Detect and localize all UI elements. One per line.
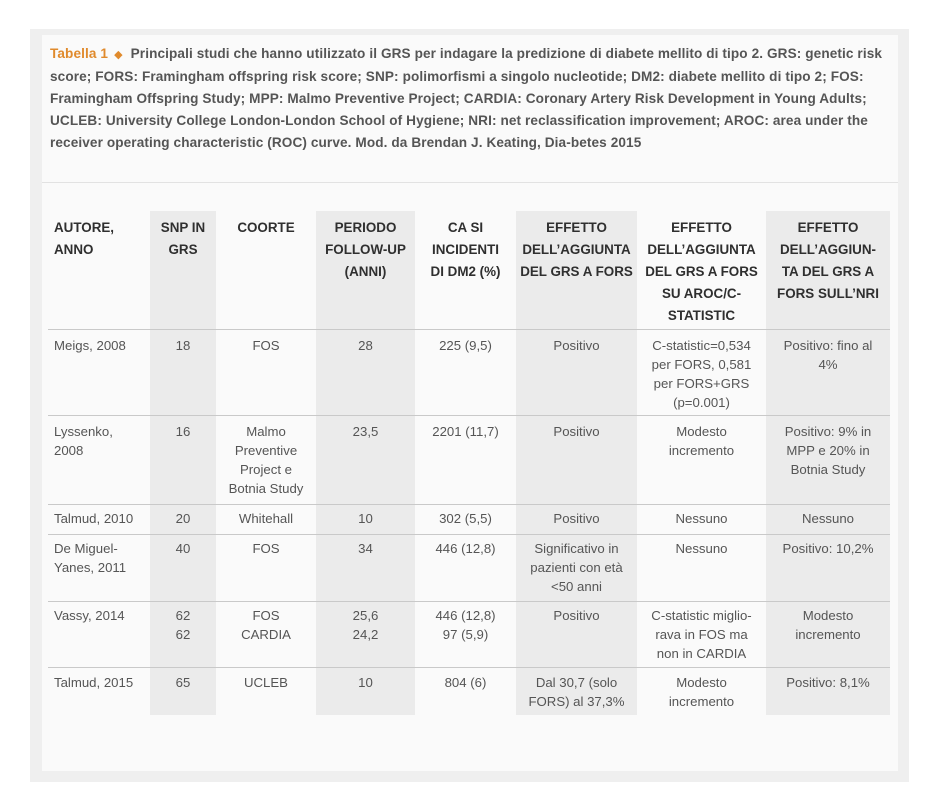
cell-effect-aroc: Modesto incremento [668, 675, 735, 709]
header-snp: SNP IN GRS [160, 220, 206, 257]
cell-effect-aroc: C-statistic miglio- rava in FOS ma non in CARDIA [651, 608, 752, 661]
cell-author: Talmud, 2010 [54, 511, 134, 526]
cell-effect-nri: Positivo: fino al 4% [783, 338, 873, 372]
row-divider [48, 504, 890, 505]
cell-effect-aroc: C-statistic=0,534 per FORS, 0,581 per FORS+GRS (p=0.001) [651, 338, 752, 410]
cell-effect-fors: Positivo [553, 424, 600, 439]
cell-cases: 2201 (11,7) [432, 424, 499, 439]
cell-followup: 23,5 [352, 424, 379, 439]
column-shade-effect [516, 211, 637, 715]
cell-effect-fors: Significativo in pazienti con età <50 anni [530, 541, 623, 594]
header-effect-nri: EFFETTO DELL’AGGIUN- TA DEL GRS A FORS SULL’NRI [777, 220, 879, 301]
header-cases: CA SI INCIDENTI DI DM2 (%) [430, 220, 501, 279]
cell-cases: 446 (12,8) 97 (5,9) [435, 608, 496, 642]
header-cohort: COORTE [237, 220, 295, 235]
cell-followup: 28 [358, 338, 373, 353]
cell-effect-fors: Positivo [553, 338, 600, 353]
cell-cohort: FOS [252, 338, 280, 353]
cell-effect-nri: Positivo: 10,2% [782, 541, 874, 556]
cell-snp: 62 62 [175, 608, 191, 642]
caption-text: Principali studi che hanno utilizzato il GRS per indagare la predizione di diabete mellito di tipo 2. GRS: genetic risk score; FORS: Framingham offspring risk score; SNP: polimorfismi a singolo nucleotide; DM2: diabete mellito di tipo 2; FOS: Framingham Offspring Study; MPP: Malmo Preventive Project; CARDIA: Coronary Artery Risk Development in Young Adults; UCLEB: University College London-London School of Hygiene; NRI: net reclassification improvement; AROC: area under the receiver operating characteristic (ROC) curve. Mod. da Brendan J. Keating, Dia-betes 2015 [50, 46, 883, 150]
cell-effect-fors: Positivo [553, 608, 600, 623]
cell-snp: 18 [175, 338, 191, 353]
cell-effect-aroc: Nessuno [675, 511, 728, 526]
header-effect-fors: EFFETTO DELL’AGGIUNTA DEL GRS A FORS [520, 220, 633, 279]
cell-cohort: FOS CARDIA [241, 608, 291, 642]
cell-effect-nri: Positivo: 8,1% [786, 675, 870, 690]
cell-cases: 446 (12,8) [435, 541, 496, 556]
caption-divider [42, 182, 898, 183]
row-divider [48, 415, 890, 416]
cell-snp: 20 [175, 511, 191, 526]
cell-effect-nri: Modesto incremento [795, 608, 861, 642]
cell-snp: 40 [175, 541, 191, 556]
cell-snp: 16 [175, 424, 191, 439]
table-label: Tabella 1 [50, 46, 109, 61]
header-followup: PERIODO FOLLOW-UP (ANNI) [325, 220, 406, 279]
cell-effect-fors: Positivo [553, 511, 600, 526]
table-caption [50, 43, 888, 154]
cell-cases: 225 (9,5) [439, 338, 492, 353]
header-author: AUTORE, ANNO [54, 220, 115, 257]
cell-followup: 10 [358, 511, 373, 526]
cell-effect-aroc: Nessuno [675, 541, 728, 556]
cell-author: Meigs, 2008 [54, 338, 126, 353]
cell-cohort: Malmo Preventive Project e Botnia Study [228, 424, 304, 496]
cell-snp: 65 [175, 675, 191, 690]
cell-cases: 302 (5,5) [439, 511, 492, 526]
cell-followup: 34 [358, 541, 373, 556]
cell-cohort: Whitehall [238, 511, 294, 526]
cell-cohort: FOS [252, 541, 280, 556]
cell-cases: 804 (6) [444, 675, 487, 690]
cell-effect-nri: Positivo: 9% in MPP e 20% in Botnia Study [784, 424, 872, 477]
cell-author: Lyssenko, 2008 [54, 424, 113, 458]
cell-author: De Miguel- Yanes, 2011 [54, 541, 127, 575]
cell-followup: 25,6 24,2 [352, 608, 379, 642]
cell-author: Talmud, 2015 [54, 675, 134, 690]
cell-effect-nri: Nessuno [801, 511, 855, 526]
row-divider [48, 329, 890, 330]
cell-effect-fors: Dal 30,7 (solo FORS) al 37,3% [528, 675, 625, 709]
cell-effect-aroc: Modesto incremento [668, 424, 735, 458]
header-effect-aroc: EFFETTO DELL’AGGIUNTA DEL GRS A FORS SU AROC/C- STATISTIC [645, 220, 758, 323]
diamond-icon: ◆ [114, 49, 123, 61]
cell-cohort: UCLEB [244, 675, 288, 690]
cell-followup: 10 [358, 675, 373, 690]
row-divider [48, 667, 890, 668]
cell-author: Vassy, 2014 [54, 608, 125, 623]
studies-table [48, 211, 890, 715]
row-divider [48, 601, 890, 602]
row-divider [48, 534, 890, 535]
